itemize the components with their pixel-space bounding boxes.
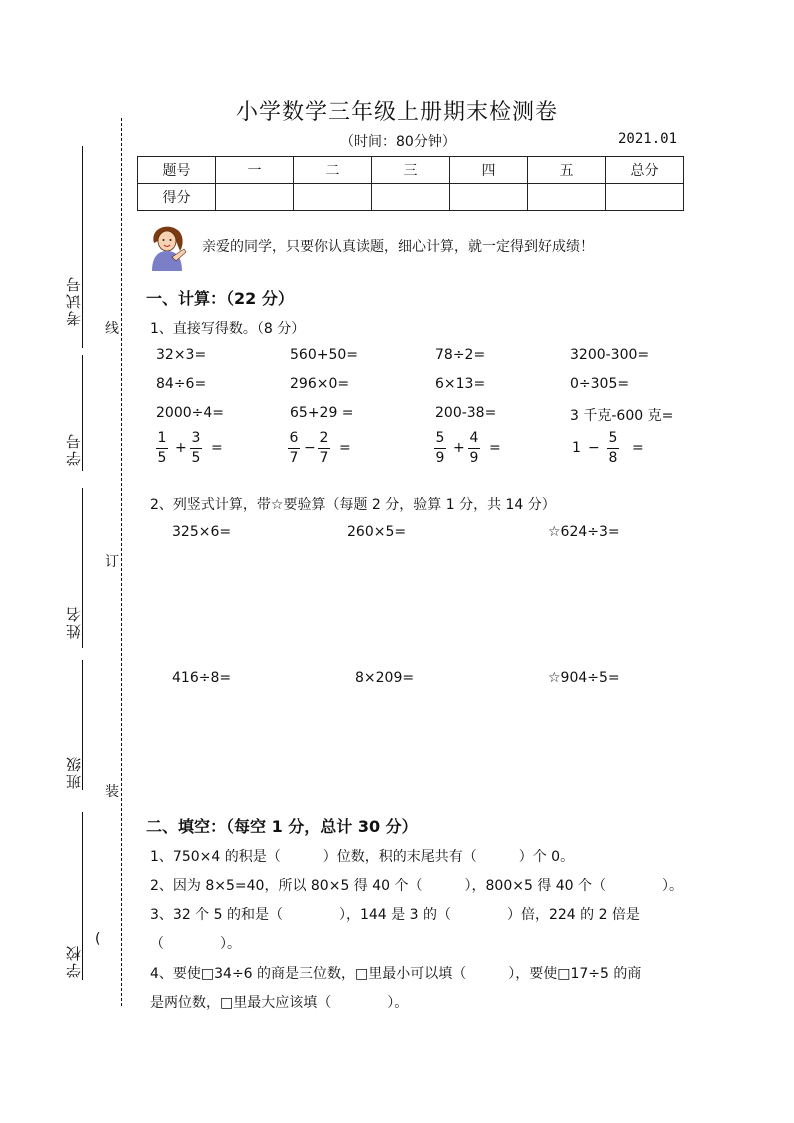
fraction-denominator: 7 (319, 450, 329, 466)
staple-marker: 订 (105, 554, 119, 570)
fraction-numerator: 1 (157, 430, 167, 446)
fraction-numerator: 5 (435, 430, 445, 446)
fraction-numerator: 2 (319, 430, 329, 446)
oral-calc-item: 560+50= (290, 347, 358, 363)
oral-calc-item: 65+29 = (290, 405, 354, 421)
question-2-title: 2、列竖式计算，带☆要验算（每题 2 分，验算 1 分，共 14 分） (150, 497, 556, 513)
fraction-denominator: 7 (289, 450, 299, 466)
score-cell: 得分 (138, 184, 216, 211)
binding-cut-line (121, 118, 122, 1006)
fraction-denominator: 8 (608, 450, 618, 466)
fill-blank-line: 是两位数，□里最大应该填（ ）。 (150, 995, 409, 1011)
fraction-equals: = (211, 440, 223, 456)
score-table (137, 156, 684, 211)
vertical-calc-item: ☆904÷5= (548, 670, 620, 686)
school-paren: ( (95, 931, 101, 947)
score-table-score-row (138, 184, 684, 211)
score-cell: 三 (372, 157, 450, 184)
fraction-operator: + (453, 440, 465, 456)
fraction (318, 430, 330, 467)
fraction-operator: + (175, 440, 187, 456)
fraction-numerator: 4 (469, 430, 479, 446)
fraction-denominator: 5 (157, 450, 167, 466)
fraction-equals: = (339, 440, 351, 456)
bind-marker: 装 (105, 784, 119, 800)
student-number-label: 学号 (65, 432, 83, 466)
oral-calc-item: 3200-300= (570, 347, 650, 363)
oral-calc-item: 2000÷4= (156, 405, 224, 421)
exam-title: 小学数学三年级上册期末检测卷 (235, 100, 558, 125)
exam-date: 2021.01 (618, 131, 678, 147)
greeting-text: 亲爱的同学，只要你认真读题，细心计算，就一定得到好成绩！ (202, 239, 594, 255)
score-table-header-row (138, 157, 684, 184)
score-cell: 五 (528, 157, 606, 184)
school-label: 学校 (65, 944, 83, 978)
vertical-calc-item: 416÷8= (172, 670, 232, 686)
fraction-numerator: 6 (289, 430, 299, 446)
vertical-calc-item: 260×5= (347, 524, 407, 540)
fill-blank-line: 2、因为 8×5=40，所以 80×5 得 40 个（ ），800×5 得 40 个（ ）。 (150, 878, 684, 894)
score-input-cell[interactable] (372, 184, 450, 211)
oral-calc-item: 78÷2= (435, 347, 486, 363)
exam-duration: （时间：80分钟） (340, 134, 456, 150)
fraction-denominator: 5 (191, 450, 201, 466)
score-input-cell[interactable] (528, 184, 606, 211)
fraction (190, 430, 202, 467)
class-label: 班级 (65, 755, 83, 789)
name-label: 姓名 (65, 605, 83, 639)
score-input-cell[interactable] (216, 184, 294, 211)
question-1-title: 1、直接写得数。（8 分） (150, 321, 306, 337)
score-cell: 题号 (138, 157, 216, 184)
fill-blank-line: 4、要使□34÷6 的商是三位数，□里最小可以填（ ），要使□17÷5 的商 (150, 966, 642, 982)
fill-blank-line: 1、750×4 的积是（ ）位数，积的末尾共有（ ）个 0。 (150, 849, 575, 865)
vertical-calc-item: 325×6= (172, 524, 232, 540)
oral-calc-item: 84÷6= (156, 376, 207, 392)
fraction (156, 430, 168, 467)
oral-calc-item: 6×13= (435, 376, 486, 392)
vertical-calc-item: ☆624÷3= (548, 524, 620, 540)
vertical-calc-item: 8×209= (355, 670, 415, 686)
teacher-avatar-icon (146, 223, 188, 271)
exam-number-label: 考试号 (65, 275, 83, 326)
fraction-numerator: 3 (191, 430, 201, 446)
oral-calc-item: 3 千克-600 克= (570, 408, 674, 424)
oral-calc-item: 200-38= (435, 405, 497, 421)
fraction-operator: − (304, 440, 316, 456)
section-1-heading: 一、计算：（22 分） (146, 289, 294, 308)
line-marker: 线 (105, 321, 119, 337)
score-input-cell[interactable] (606, 184, 684, 211)
score-input-cell[interactable] (450, 184, 528, 211)
score-cell: 二 (294, 157, 372, 184)
score-input-cell[interactable] (294, 184, 372, 211)
fraction (434, 430, 446, 467)
fraction-equals: = (632, 440, 644, 456)
whole-number: 1 (572, 440, 581, 456)
oral-calc-item: 32×3= (156, 347, 207, 363)
score-cell: 四 (450, 157, 528, 184)
fraction (288, 430, 300, 467)
fill-blank-line: （ ）。 (150, 936, 241, 952)
score-cell: 一 (216, 157, 294, 184)
fraction-equals: = (489, 440, 501, 456)
oral-calc-item: 296×0= (290, 376, 350, 392)
fraction-operator: − (588, 440, 600, 456)
section-2-heading: 二、填空：（每空 1 分，总计 30 分） (146, 817, 418, 836)
fraction-numerator: 5 (608, 430, 618, 446)
fraction-denominator: 9 (435, 450, 445, 466)
fraction (607, 430, 619, 467)
fill-blank-line: 3、32 个 5 的和是（ ），144 是 3 的（ ）倍，224 的 2 倍是 (150, 907, 640, 923)
fraction-denominator: 9 (469, 450, 479, 466)
fraction (468, 430, 480, 467)
oral-calc-item: 0÷305= (570, 376, 630, 392)
score-cell: 总分 (606, 157, 684, 184)
